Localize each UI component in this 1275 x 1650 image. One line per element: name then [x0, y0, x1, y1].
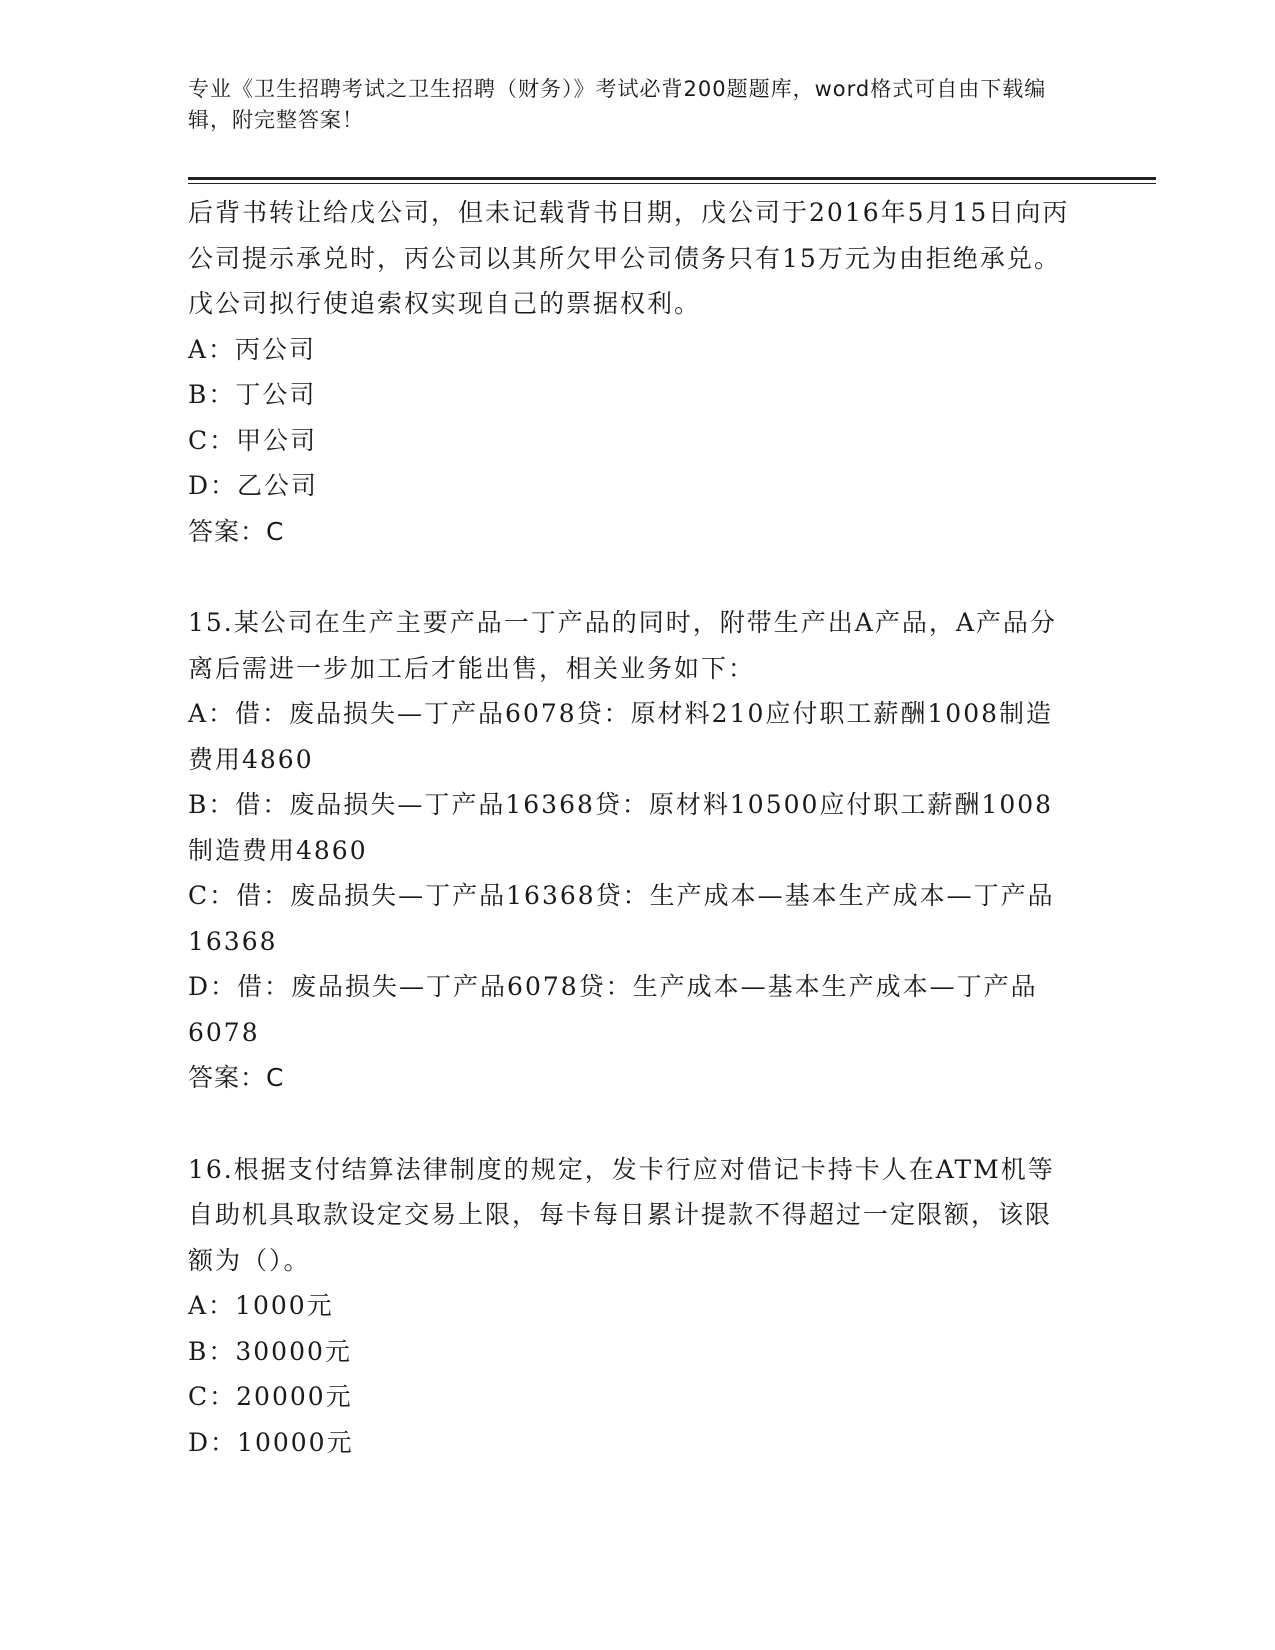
- question-16: [188, 1147, 1078, 1466]
- question-14-option-b: B：丁公司: [188, 380, 317, 409]
- question-16-option-b: B：30000元: [188, 1336, 352, 1366]
- question-14-option-a: A：丙公司: [188, 334, 317, 364]
- header-divider-thick: [188, 177, 1156, 180]
- question-15-option-d: D：借：废品损失—丁产品6078贷：生产成本—基本生产成本—丁产品6078: [188, 972, 1038, 1047]
- spacer: [188, 554, 1078, 600]
- question-16-option-a: A：1000元: [188, 1291, 334, 1320]
- question-16-option-d: D：10000元: [188, 1427, 354, 1457]
- question-15-option-b: B：借：废品损失—丁产品16368贷：原材料10500应付职工薪酬1008制造费用4860: [188, 790, 1054, 865]
- question-16-option-c: C：20000元: [188, 1382, 353, 1411]
- question-15-answer: 答案：C: [188, 1063, 285, 1092]
- question-15: [188, 600, 1078, 1101]
- question-15-text: 15.某公司在生产主要产品一丁产品的同时，附带生产出A产品，A产品分离后需进一步加工后才能出售，相关业务如下：: [188, 608, 1057, 683]
- question-14-option-d: D：乙公司: [188, 471, 319, 500]
- spacer: [188, 1101, 1078, 1147]
- question-14-option-c: C：甲公司: [188, 425, 318, 455]
- header-divider-thin: [188, 183, 1156, 184]
- question-14-answer: 答案：C: [188, 516, 285, 546]
- question-14: [188, 190, 1078, 554]
- document-header-title: 专业《卫生招聘考试之卫生招聘（财务）》考试必背200题题库，word格式可自由下载编辑，附完整答案！: [188, 77, 1047, 132]
- question-content: [188, 190, 1078, 1465]
- question-14-text: 后背书转让给戊公司，但未记载背书日期，戊公司于2016年5月15日向丙公司提示承兑时，丙公司以其所欠甲公司债务只有15万元为由拒绝承兑。戊公司拟行使追索权实现自己的票据权利。: [188, 198, 1070, 318]
- question-16-text: 16.根据支付结算法律制度的规定，发卡行应对借记卡持卡人在ATM机等自助机具取款设定交易上限，每卡每日累计提款不得超过一定限额，该限额为（）。: [188, 1154, 1055, 1275]
- question-15-option-c: C：借：废品损失—丁产品16368贷：生产成本—基本生产成本—丁产品16368: [188, 881, 1055, 956]
- question-15-option-a: A：借：废品损失—丁产品6078贷：原材料210应付职工薪酬1008制造费用4860: [188, 699, 1054, 774]
